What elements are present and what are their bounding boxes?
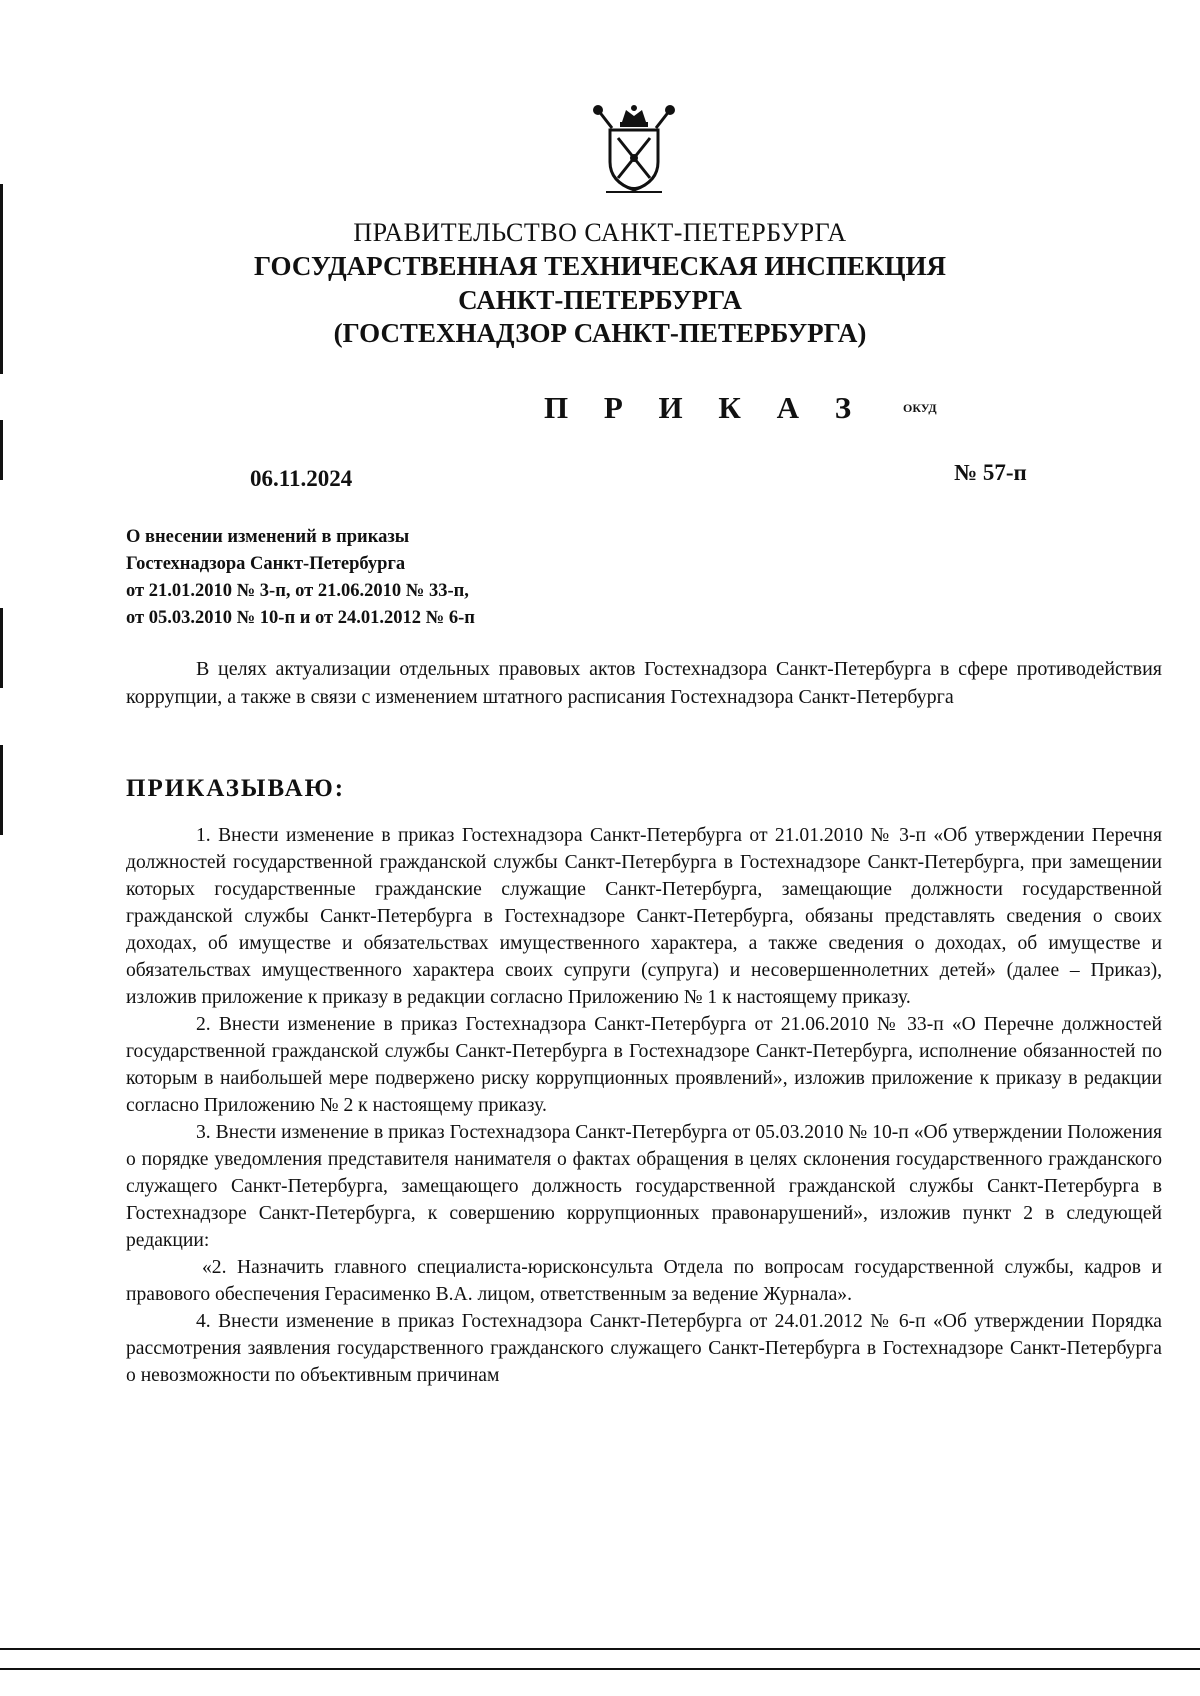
order-item-3-quote: «2. Назначить главного специалиста-юрисконсульта Отдела по вопросам государственной службы, кадров и правового обеспечения Герасименко В.А. лицом, ответственным за ведение Журнала». <box>126 1257 1162 1305</box>
order-items <box>126 822 1162 1389</box>
subject-line: от 05.03.2010 № 10-п и от 24.01.2012 № 6-п <box>126 608 475 628</box>
scan-bottom-line <box>0 1668 1200 1670</box>
subject-line: Гостехнадзора Санкт-Петербурга <box>126 554 406 574</box>
order-item-2: 2. Внести изменение в приказ Гостехнадзора Санкт-Петербурга от 21.06.2010 № 33-п «О Перечне должностей государственной гражданской службы Санкт-Петербурга в Гостехнадзоре Санкт-Петербурга, исполнение обязанностей по которым в наибольшей мере подвержено риску коррупционных проявлений», изложив приложение к приказу в редакции согласно Приложению № 2 к настоящему приказу. <box>126 1014 1162 1116</box>
inspection-title-line3: (ГОСТЕХНАДЗОР САНКТ-ПЕТЕРБУРГА) <box>333 318 867 348</box>
government-title: ПРАВИТЕЛЬСТВО САНКТ-ПЕТЕРБУРГА <box>353 218 847 247</box>
order-item-4: 4. Внести изменение в приказ Гостехнадзора Санкт-Петербурга от 24.01.2012 № 6-п «Об утверждении Порядка рассмотрения заявления государственного гражданского служащего Санкт-Петербурга в Гостехнадзоре Санкт-Петербурга о невозможности по объективным причинам <box>126 1311 1162 1386</box>
subject-line: О внесении изменений в приказы <box>126 527 410 547</box>
scan-edge-mark <box>0 745 3 835</box>
directive-heading: ПРИКАЗЫВАЮ: <box>126 775 346 802</box>
subject-line: от 21.01.2010 № 3-п, от 21.06.2010 № 33-п, <box>126 581 469 601</box>
okud-label: ОКУД <box>903 401 937 415</box>
order-item-1: 1. Внести изменение в приказ Гостехнадзора Санкт-Петербурга от 21.01.2010 № 3-п «Об утверждении Перечня должностей государственной гражданской службы Санкт-Петербурга в Гостехнадзоре Санкт-Петербурга, при замещении которых государственные гражданские служащие Санкт-Петербурга, замещающие должности государственной гражданской службы Санкт-Петербурга в Гостехнадзоре Санкт-Петербурга, обязаны представлять сведения о своих доходах, об имуществе и обязательствах имущественного характера, а также сведения о доходах, об имуществе и обязательствах имущественного характера своих супруги (супруга) и несовершеннолетних детей» (далее – Приказ), изложив приложение к приказу в редакции согласно Приложению № 1 к настоящему приказу. <box>126 825 1162 1008</box>
document-type-title: П Р И К А З <box>544 390 866 425</box>
scan-edge-mark <box>0 608 3 688</box>
scan-bottom-line <box>0 1648 1200 1650</box>
inspection-title-line2: САНКТ-ПЕТЕРБУРГА <box>458 285 742 315</box>
order-item-3: 3. Внести изменение в приказ Гостехнадзора Санкт-Петербурга от 05.03.2010 № 10-п «Об утверждении Положения о порядке уведомления представителя нанимателя о фактах обращения в целях склонения государственного гражданского служащего Санкт-Петербурга, замещающего должность государственной гражданской службы Санкт-Петербурга в Гостехнадзоре Санкт-Петербурга, к совершению коррупционных правонарушений», изложив пункт 2 в следующей редакции: <box>126 1122 1162 1251</box>
coat-of-arms-emblem <box>584 100 684 200</box>
preamble-paragraph: В целях актуализации отдельных правовых актов Гостехнадзора Санкт-Петербурга в сфере противодействия коррупции, а также в связи с изменением штатного расписания Гостехнадзора Санкт-Петербурга <box>126 658 1162 708</box>
spb-coat-of-arms-icon <box>584 100 684 200</box>
document-date: 06.11.2024 <box>250 466 353 491</box>
inspection-title-line1: ГОСУДАРСТВЕННАЯ ТЕХНИЧЕСКАЯ ИНСПЕКЦИЯ <box>254 251 946 281</box>
document-number: № 57-п <box>954 460 1027 485</box>
scan-edge-mark <box>0 420 3 480</box>
document-subject <box>126 524 646 632</box>
